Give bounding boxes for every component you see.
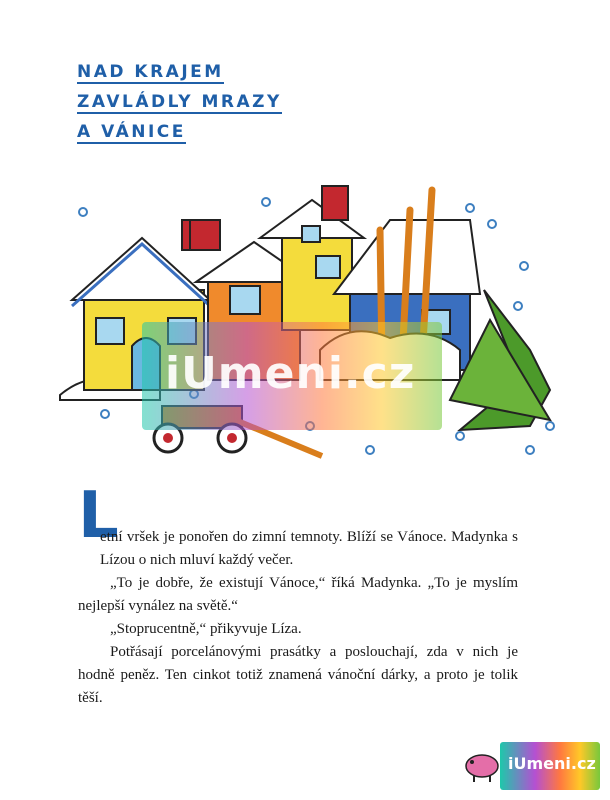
story-paragraph-1: etní vršek je ponořen do zimní temnoty. Blíží se Vánoce. Madynka s Lízou o nich mluví každý večer. — [100, 529, 518, 568]
story-paragraph-2: „To je dobře, že existují Vánoce,“ říká Madynka. „To je myslím nejlepší vynález na světě.“ — [78, 575, 518, 614]
heading-line-1: NAD KRAJEM — [77, 62, 224, 82]
drop-cap: L — [78, 479, 119, 553]
watermark-text: iUmeni.cz — [165, 348, 416, 399]
story-paragraph-4: Potřásají porcelánovými prasátky a poslouchají, zda v nich je hodně peněz. Ten cinkot totiž znamená vánoční dárky, a proto je tolik těší. — [78, 644, 518, 706]
story-text — [78, 526, 518, 710]
heading-line-3: A VÁNICE — [77, 122, 186, 142]
site-logo: iUmeni.cz — [508, 754, 596, 773]
story-paragraph-3: „Stoprucentně,“ přikyvuje Líza. — [110, 621, 302, 637]
heading-line-2: ZAVLÁDLY MRAZY — [77, 92, 282, 112]
chapter-heading — [77, 60, 282, 150]
piggy-icon — [462, 748, 502, 784]
